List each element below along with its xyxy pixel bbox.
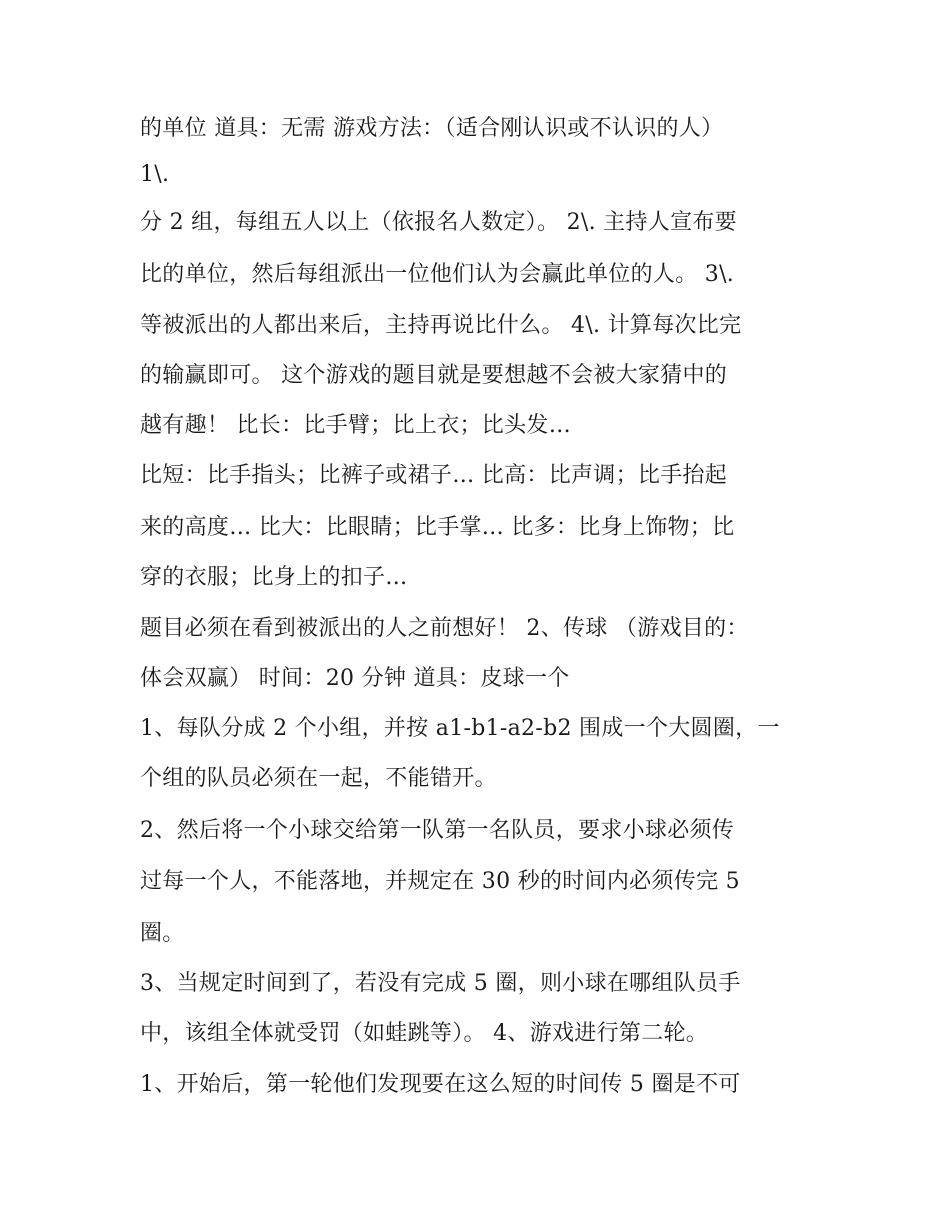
text-line: 的输赢即可。 这个游戏的题目就是要想越不会被大家猜中的 [140, 363, 728, 388]
text-line: 中，该组全体就受罚（如蛙跳等）。 4、游戏进行第二轮。 [140, 1021, 709, 1046]
text-line: 体会双赢） 时间：20 分钟 道具：皮球一个 [140, 666, 570, 691]
text-line: 穿的衣服；比身上的扣子… [140, 565, 408, 590]
text-line: 比短：比手指头；比裤子或裙子… 比高：比声调；比手抬起 [140, 463, 728, 488]
text-line: 3、当规定时间到了，若没有完成 5 圈，则小球在哪组队员手 [140, 971, 741, 996]
text-line: 等被派出的人都出来后，主持再说比什么。 4\. 计算每次比完 [140, 313, 742, 338]
text-line: 题目必须在看到被派出的人之前想好！ 2、传球 （游戏目的： [140, 616, 749, 641]
text-line: 过每一个人，不能落地，并规定在 30 秒的时间内必须传完 5 [140, 869, 740, 894]
text-line: 的单位 道具：无需 游戏方法：（适合刚认识或不认识的人） [140, 116, 724, 141]
text-line: 1\. [140, 162, 170, 187]
text-line: 越有趣！ 比长：比手臂；比上衣；比头发… [140, 413, 571, 438]
text-line: 1、每队分成 2 个小组，并按 a1-b1-a2-b2 围成一个大圆圈，一 [140, 716, 780, 741]
text-line: 来的高度… 比大：比眼睛；比手掌… 比多：比身上饰物；比 [140, 515, 735, 540]
text-line: 分 2 组，每组五人以上（依报名人数定）。 2\. 主持人宣布要 [140, 210, 737, 235]
text-line: 比的单位，然后每组派出一位他们认为会赢此单位的人。 3\. [140, 262, 735, 287]
text-line: 圈。 [140, 921, 185, 946]
text-line: 2、然后将一个小球交给第一队第一名队员，要求小球必须传 [140, 818, 735, 843]
text-line: 个组的队员必须在一起，不能错开。 [140, 766, 497, 791]
text-line: 1、开始后，第一轮他们发现要在这么短的时间传 5 圈是不可 [140, 1072, 741, 1097]
